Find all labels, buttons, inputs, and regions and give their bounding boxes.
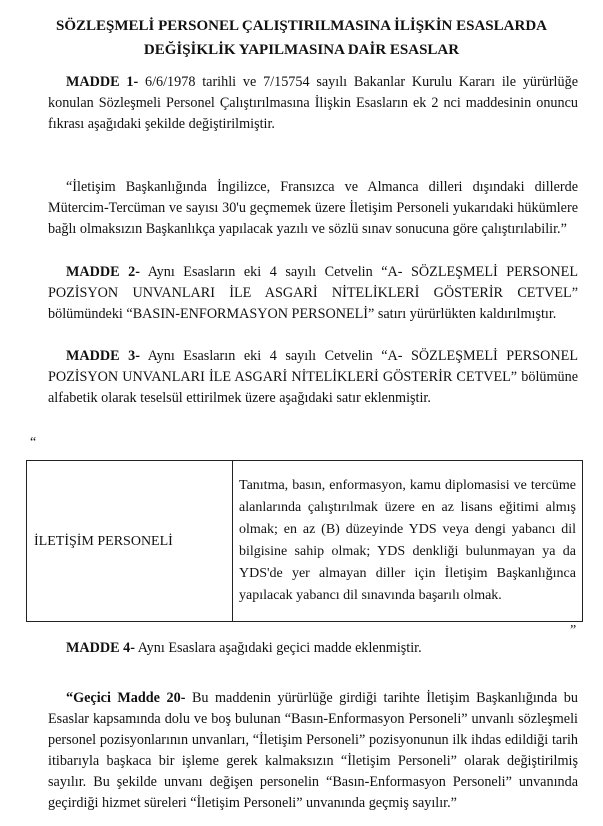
table-row xyxy=(27,461,583,622)
article-3 xyxy=(48,346,578,409)
title-line-1: SÖZLEŞMELİ PERSONEL ÇALIŞTIRILMASINA İLİŞKİN ESASLARDA xyxy=(56,18,547,34)
article-2-label: MADDE 2- xyxy=(66,264,140,280)
article-4-text: Aynı Esaslara aşağıdaki geçici madde eklenmiştir. xyxy=(134,640,422,656)
article-3-text: Aynı Esasların eki 4 sayılı Cetvelin “A- SÖZLEŞMELİ PERSONEL POZİSYON UNVANLARI İLE ASGARİ NİTELİKLERİ GÖSTERİR CETVEL” bölümüne alfabetik olarak teselsül ettirilmek üzere aşağıdaki satır eklenmiştir. xyxy=(48,348,578,406)
table-open-quote: “ xyxy=(30,435,37,450)
article-2-text: Aynı Esasların eki 4 sayılı Cetvelin “A- SÖZLEŞMELİ PERSONEL POZİSYON UNVANLARI İLE ASGARİ NİTELİKLERİ GÖSTERİR CETVEL” bölümündeki “BASIN-ENFORMASYON PERSONELİ” satırı yürürlükten kaldırılmıştır. xyxy=(48,264,578,322)
qualifications-cell: Tanıtma, basın, enformasyon, kamu diplomasisi ve tercüme alanlarında çalıştırılmak üzere en az lisans eğitimi almış olmak; en az (B) düzeyinde YDS veya dengi yabancı dil bilgisine sahip olmak; YDS denkliği bulunmayan ya da YDS'de yer almayan diller için İletişim Başkanlığınca yapılacak yabancı dil sınavında başarılı olmak. xyxy=(233,461,583,622)
article-1-quote: “İletişim Başkanlığında İngilizce, Fransızca ve Almanca dilleri dışındaki dillerde Mütercim-Tercüman ve sayısı 30'u geçmemek üzere İletişim Personeli yukarıdaki hükümlere bağlı olmaksızın Başkanlıkça yapılacak yazılı ve sözlü sınav sonucuna göre çalıştırılabilir.” xyxy=(48,179,578,237)
temporary-article-20 xyxy=(48,688,578,814)
position-table xyxy=(26,460,583,622)
article-2 xyxy=(48,262,578,325)
position-title-cell: İLETİŞİM PERSONELİ xyxy=(27,461,233,622)
article-1-text: 6/6/1978 tarihli ve 7/15754 sayılı Bakanlar Kurulu Kararı ile yürürlüğe konulan Sözleşmeli Personel Çalıştırılmasına İlişkin Esasların ek 2 nci maddesinin onuncu fıkrası aşağıdaki şekilde değiştirilmiştir. xyxy=(48,74,578,132)
article-3-label: MADDE 3- xyxy=(66,348,140,364)
document-title xyxy=(0,14,603,62)
title-line-2: DEĞİŞİKLİK YAPILMASINA DAİR ESASLAR xyxy=(143,42,460,58)
article-4-label: MADDE 4- xyxy=(66,640,135,656)
temporary-article-label: “Geçici Madde 20- xyxy=(66,690,186,706)
temporary-article-text: Bu maddenin yürürlüğe girdiği tarihte İletişim Başkanlığında bu Esaslar kapsamında dolu ve boş bulunan “Basın-Enformasyon Personeli” unvanlı sözleşmeli personel pozisyonlarının unvanları, “İletişim Personeli” pozisyonunun ilk ihdas edildiği tarih itibarıyla başkaca bir işleme gerek kalmaksızın “İletişim Personeli” olarak değiştirilmiş sayılır. Bu şekilde unvanı değişen personelin “Basın-Enformasyon Personeli” unvanında geçirdiği hizmet süreleri “İletişim Personeli” unvanında geçmiş sayılır.” xyxy=(48,690,578,811)
article-4 xyxy=(48,638,578,659)
article-1 xyxy=(48,72,578,135)
article-1-label: MADDE 1- xyxy=(66,74,139,90)
table-close-quote: ” xyxy=(570,623,577,638)
